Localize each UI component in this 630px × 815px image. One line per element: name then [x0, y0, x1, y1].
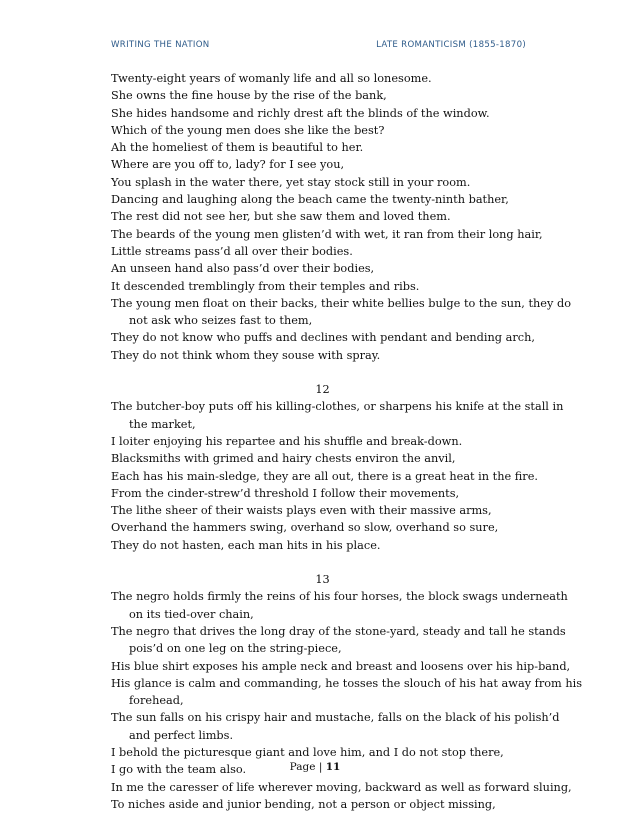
poem-line: Blacksmiths with grimed and hairy chests environ the anvil,: [111, 452, 456, 466]
poem-line: The lithe sheer of their waists plays even with their massive arms,: [111, 504, 492, 518]
poem-line: His blue shirt exposes his ample neck and breast and loosens over his hip-band,: [111, 659, 571, 673]
stanza-13: [111, 588, 583, 813]
header-right-title: LATE ROMANTICISM (1855-1870): [376, 40, 526, 50]
section-number-12: 12: [315, 383, 330, 397]
poem-line: From the cinder-strew’d threshold I follow their movements,: [111, 486, 460, 500]
poem-line: They do not hasten, each man hits in his place.: [111, 538, 381, 552]
poem-line: I behold the picturesque giant and love him, and I do not stop there,: [111, 745, 504, 759]
poem-line: She owns the fine house by the rise of the bank,: [111, 89, 387, 103]
poem-line: Where are you off to, lady? for I see you,: [111, 158, 345, 172]
poem-line: Dancing and laughing along the beach came the twenty-ninth bather,: [111, 193, 509, 207]
poem-line: The beards of the young men glisten’d with wet, it ran from their long hair,: [111, 227, 543, 241]
poem-line: To niches aside and junior bending, not a person or object missing,: [111, 797, 496, 811]
poem-line: I loiter enjoying his repartee and his shuffle and break-down.: [111, 434, 463, 448]
poem-line-continuation: forehead,: [129, 694, 184, 708]
poem-line: Ah the homeliest of them is beautiful to her.: [111, 141, 364, 155]
poem-line: They do not know who puffs and declines with pendant and bending arch,: [111, 331, 535, 345]
page-label: Page: [289, 761, 316, 773]
stanza-11: [111, 70, 572, 364]
poem-line: Overhand the hammers swing, overhand so slow, overhand so sure,: [111, 521, 499, 535]
stanza-12: [111, 398, 564, 554]
page-separator: |: [318, 761, 323, 773]
poem-line: The sun falls on his crispy hair and mustache, falls on the black of his polish’d: [111, 711, 560, 725]
poem-line-continuation: pois’d on one leg on the string-piece,: [129, 642, 342, 656]
poem-line: The negro holds firmly the reins of his four horses, the block swags underneath: [111, 590, 568, 604]
poem-line-continuation: not ask who seizes fast to them,: [129, 314, 313, 328]
poem-line: They do not think whom they souse with spray.: [111, 348, 381, 362]
poem-line: His glance is calm and commanding, he tosses the slouch of his hat away from his: [111, 676, 583, 690]
poem-line: Twenty-eight years of womanly life and all so lonesome.: [111, 72, 432, 85]
poem-line: The negro that drives the long dray of the stone-yard, steady and tall he stands: [111, 624, 566, 638]
poem-body: [111, 70, 583, 813]
poem-line: The young men float on their backs, their white bellies bulge to the sun, they do: [111, 296, 572, 310]
poem-line: You splash in the water there, yet stay stock still in your room.: [111, 175, 471, 189]
poem-line-continuation: the market,: [129, 417, 196, 431]
page-number: 11: [325, 761, 341, 773]
poem-line: Each has his main-sledge, they are all out, there is a great heat in the fire.: [111, 469, 538, 483]
poem-line: I go with the team also.: [111, 763, 247, 777]
section-number-13: 13: [315, 573, 330, 587]
poem-line: In me the caresser of life wherever moving, backward as well as forward sluing,: [111, 780, 572, 794]
poem-line-continuation: and perfect limbs.: [129, 728, 234, 742]
poem-line: It descended tremblingly from their temples and ribs.: [111, 279, 420, 293]
poem-line: The rest did not see her, but she saw them and loved them.: [111, 210, 451, 224]
poem-line: The butcher-boy puts off his killing-clothes, or sharpens his knife at the stall in: [111, 400, 564, 414]
poem-line-continuation: on its tied-over chain,: [129, 607, 254, 621]
poem-line: Little streams pass’d all over their bodies.: [111, 244, 353, 258]
poem-line: Which of the young men does she like the best?: [111, 123, 385, 137]
poem-line: She hides handsome and richly drest aft the blinds of the window.: [111, 106, 490, 120]
running-header: [111, 40, 526, 50]
poem-line: An unseen hand also pass’d over their bodies,: [111, 262, 375, 276]
header-left-title: WRITING THE NATION: [111, 40, 210, 50]
page-footer: [0, 761, 630, 773]
